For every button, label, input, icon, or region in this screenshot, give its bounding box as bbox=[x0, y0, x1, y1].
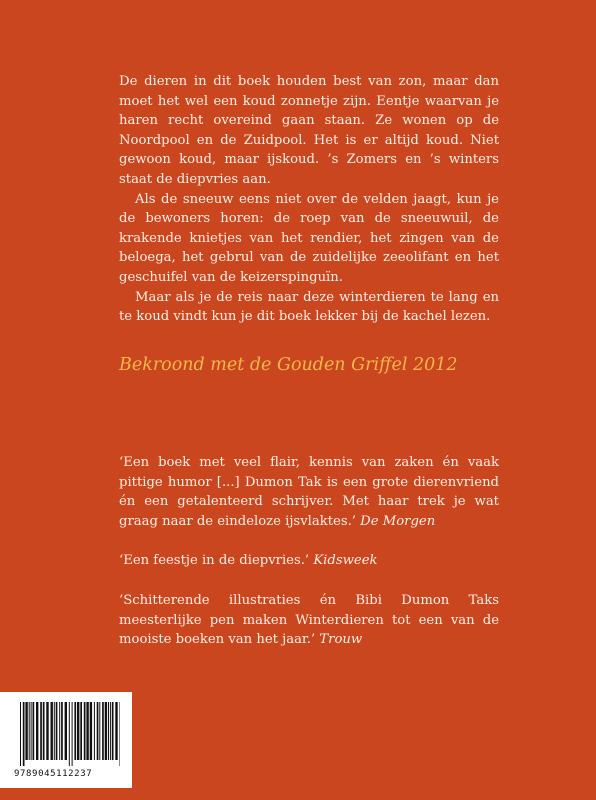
barcode-bar bbox=[108, 702, 109, 760]
quote-source: Kidsweek bbox=[313, 553, 378, 569]
barcode-bar bbox=[61, 702, 63, 760]
barcode-bar bbox=[97, 702, 99, 760]
barcode-bar bbox=[51, 702, 53, 760]
blurb-paragraph-2: Als de sneeuw eens niet over de velden jaagt, kun je de bewoners horen: de roep van de sneeuwuil, de krakende knietjes van het rendier, het zingen van de beloega, het gebrul van de zuidelijke zeeolifant en het geschuifel van de keizerspinguïn. bbox=[119, 191, 499, 285]
review-quote-2 bbox=[119, 551, 499, 571]
barcode-bar bbox=[36, 702, 38, 760]
barcode-bar bbox=[40, 702, 42, 760]
barcode-bar bbox=[54, 702, 55, 760]
barcode-bar bbox=[120, 702, 121, 766]
barcode-bar bbox=[33, 702, 35, 760]
quote-text: ‘Een boek met veel flair, kennis van zaken én vaak pittige humor [...] Dumon Tak is een grote dierenvriend én een getalenteerd schrijver. Met haar trek je wat graag naar de eindeloze ijsvlaktes.’ bbox=[119, 455, 499, 529]
barcode-bar bbox=[43, 702, 45, 760]
barcode-bar bbox=[65, 702, 67, 760]
barcode-bar bbox=[112, 702, 114, 760]
barcode-bar bbox=[115, 702, 117, 760]
barcode-bar bbox=[74, 702, 76, 760]
barcode-bars bbox=[20, 702, 120, 766]
barcode-bar bbox=[86, 702, 88, 760]
barcode bbox=[0, 692, 132, 788]
blurb-paragraph-3: Maar als je de reis naar deze winterdieren te lang en te koud vindt kun je dit boek lekker bij de kachel lezen. bbox=[119, 289, 499, 325]
barcode-bar bbox=[99, 702, 100, 760]
quote-source: Trouw bbox=[319, 632, 363, 648]
review-quote-3 bbox=[119, 591, 499, 650]
barcode-bar bbox=[105, 702, 107, 760]
barcode-bar bbox=[110, 702, 111, 760]
barcode-bar bbox=[23, 702, 25, 766]
review-quotes bbox=[119, 453, 499, 670]
barcode-bar bbox=[29, 702, 30, 760]
quote-source: De Morgen bbox=[360, 513, 436, 529]
quote-text: ‘Een feestje in de diepvries.’ bbox=[119, 553, 314, 569]
barcode-bar bbox=[102, 702, 104, 760]
barcode-bar bbox=[20, 702, 21, 766]
barcode-bar bbox=[25, 702, 27, 760]
barcode-bar bbox=[56, 702, 58, 760]
barcode-bar bbox=[80, 702, 82, 760]
isbn-number: 9789045112237 bbox=[14, 769, 93, 779]
barcode-bar bbox=[69, 702, 70, 766]
blurb-text bbox=[119, 72, 499, 327]
barcode-bar bbox=[90, 702, 92, 760]
barcode-bar bbox=[84, 702, 86, 760]
barcode-bar bbox=[59, 702, 60, 760]
award-line: Bekroond met de Gouden Griffel 2012 bbox=[119, 355, 458, 375]
blurb-paragraph-1: De dieren in dit boek houden best van zon, maar dan moet het wel een koud zonnetje zijn. Eentje waarvan je haren recht overeind gaan staan. Ze wonen op de Noordpool en de Zuidpool. Het is er altijd koud. Niet gewoon koud, maar ijskoud. ’s Zomers en ’s winters staat de diepvries aan. bbox=[119, 74, 499, 187]
barcode-bar bbox=[31, 702, 32, 760]
barcode-bar bbox=[46, 702, 48, 760]
barcode-bar bbox=[77, 702, 79, 760]
barcode-bar bbox=[72, 702, 73, 766]
quote-text: ‘Schitterende illustraties én Bibi Dumon Taks meesterlijke pen maken Winterdieren tot een van de mooiste boeken van het jaar.’ bbox=[119, 592, 499, 648]
barcode-bar bbox=[94, 702, 95, 760]
review-quote-1 bbox=[119, 453, 499, 531]
